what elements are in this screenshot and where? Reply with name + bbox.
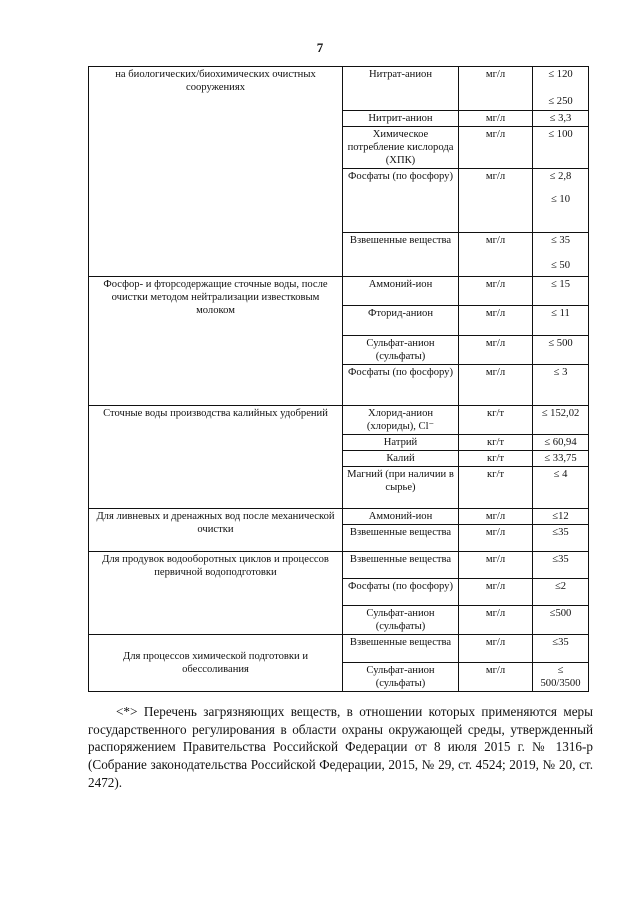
group-description: Для ливневых и дренажных вод после механической очистки: [89, 509, 343, 552]
limit-cell: ≤ 4: [533, 467, 589, 509]
substance-cell: Хлорид-анион (хлориды), Cl⁻: [343, 406, 459, 435]
limit-cell: ≤35: [533, 635, 589, 663]
limit-cell: ≤ 100: [533, 127, 589, 169]
unit-cell: мг/л: [459, 606, 533, 635]
unit-cell: мг/л: [459, 67, 533, 111]
substance-cell: Калий: [343, 451, 459, 467]
group-description: Для процессов химической подготовки и обессоливания: [89, 635, 343, 692]
unit-cell: мг/л: [459, 525, 533, 552]
group-description: Сточные воды производства калийных удобрений: [89, 406, 343, 509]
page-number: 7: [316, 40, 324, 55]
table-row: [89, 509, 589, 525]
limit-cell: ≤ 3,3: [533, 111, 589, 127]
limit-cell: ≤ 152,02: [533, 406, 589, 435]
unit-cell: мг/л: [459, 635, 533, 663]
limit-cell: ≤ 11: [533, 306, 589, 336]
limit-cell: ≤ 3: [533, 365, 589, 406]
unit-cell: мг/л: [459, 306, 533, 336]
group-description: Для продувок водооборотных циклов и процессов первичной водоподготовки: [89, 552, 343, 635]
substance-cell: Взвешенные вещества: [343, 233, 459, 277]
unit-cell: мг/л: [459, 365, 533, 406]
limit-cell: ≤35: [533, 552, 589, 579]
table-row: [89, 406, 589, 435]
unit-cell: кг/т: [459, 467, 533, 509]
unit-cell: мг/л: [459, 509, 533, 525]
unit-cell: мг/л: [459, 579, 533, 606]
substance-cell: Химическое потребление кислорода (ХПК): [343, 127, 459, 169]
substance-cell: Аммоний-ион: [343, 277, 459, 306]
limit-cell: ≤35: [533, 525, 589, 552]
unit-cell: кг/т: [459, 435, 533, 451]
limit-cell: ≤ 120 ≤ 250: [533, 67, 589, 111]
unit-cell: мг/л: [459, 111, 533, 127]
substance-cell: Взвешенные вещества: [343, 525, 459, 552]
unit-cell: мг/л: [459, 336, 533, 365]
limit-cell: ≤ 500/3500: [533, 663, 589, 692]
unit-cell: мг/л: [459, 277, 533, 306]
unit-cell: мг/л: [459, 169, 533, 233]
table-row: [89, 277, 589, 306]
limit-cell: ≤12: [533, 509, 589, 525]
unit-cell: кг/т: [459, 406, 533, 435]
substance-cell: Сульфат-анион (сульфаты): [343, 336, 459, 365]
pollutant-limits-table: [88, 66, 589, 692]
limit-cell: ≤ 500: [533, 336, 589, 365]
limit-cell: ≤ 35 ≤ 50: [533, 233, 589, 277]
substance-cell: Аммоний-ион: [343, 509, 459, 525]
limit-cell: ≤ 60,94: [533, 435, 589, 451]
unit-cell: мг/л: [459, 663, 533, 692]
unit-cell: мг/л: [459, 552, 533, 579]
unit-cell: мг/л: [459, 233, 533, 277]
table-row: [89, 635, 589, 663]
substance-cell: Сульфат-анион (сульфаты): [343, 663, 459, 692]
limit-cell: ≤2: [533, 579, 589, 606]
table-row: [89, 552, 589, 579]
limit-cell: ≤ 33,75: [533, 451, 589, 467]
substance-cell: Нитрат-анион: [343, 67, 459, 111]
substance-cell: Взвешенные вещества: [343, 635, 459, 663]
substance-cell: Магний (при наличии в сырье): [343, 467, 459, 509]
table-row: [89, 67, 589, 111]
footnote: <*> Перечень загрязняющих веществ, в отношении которых применяются меры государственного регулирования в области охраны окружающей среды, утвержденный распоряжением Правительства Российской Федерации от 8 июля 2015 г. № 1316-р (Собрание законодательства Российской Федерации, 2015, № 29, ст. 4524; 2019, № 20, ст. 2472).: [88, 704, 593, 790]
limit-cell: ≤ 15: [533, 277, 589, 306]
unit-cell: кг/т: [459, 451, 533, 467]
group-description: на биологических/биохимических очистных сооружениях: [89, 67, 343, 277]
unit-cell: мг/л: [459, 127, 533, 169]
substance-cell: Фосфаты (по фосфору): [343, 579, 459, 606]
substance-cell: Натрий: [343, 435, 459, 451]
substance-cell: Фосфаты (по фосфору): [343, 365, 459, 406]
limit-cell: ≤ 2,8 ≤ 10: [533, 169, 589, 233]
substance-cell: Взвешенные вещества: [343, 552, 459, 579]
substance-cell: Нитрит-анион: [343, 111, 459, 127]
substance-cell: Сульфат-анион (сульфаты): [343, 606, 459, 635]
substance-cell: Фторид-анион: [343, 306, 459, 336]
substance-cell: Фосфаты (по фосфору): [343, 169, 459, 233]
limit-cell: ≤500: [533, 606, 589, 635]
group-description: Фосфор- и фторсодержащие сточные воды, после очистки методом нейтрализации известковым молоком: [89, 277, 343, 406]
